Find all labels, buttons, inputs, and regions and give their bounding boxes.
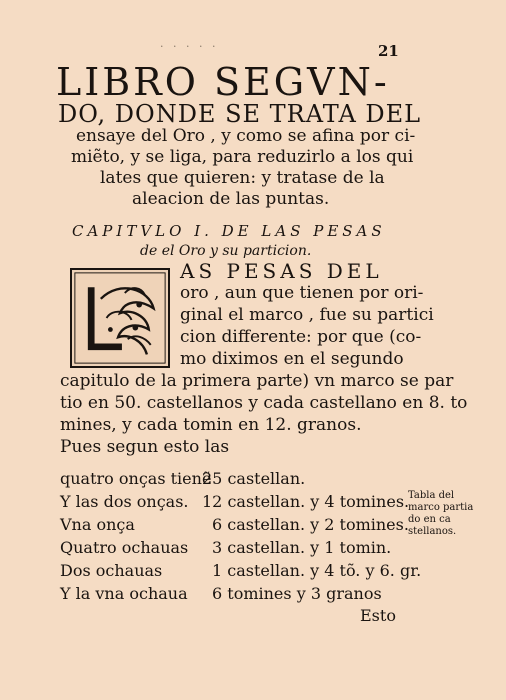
body-line: AS PESAS DEL (180, 259, 383, 283)
margin-note-line: stellanos. (408, 526, 457, 537)
body-line: ginal el marco , fue su partici (180, 305, 434, 325)
catchword: Esto (360, 606, 396, 625)
margin-note-line: marco partia (408, 502, 474, 513)
body-line: mines, y cada tomin en 12. granos. (60, 415, 362, 435)
weight-label: Quatro ochauas (60, 538, 189, 557)
chapter-subtitle: de el Oro y su particion. (140, 243, 312, 259)
intro-line: miẽto, y se liga, para reduzirlo a los qui (71, 147, 414, 167)
margin-note-line: Tabla del (408, 490, 455, 501)
body-text (60, 259, 468, 458)
weight-label: Dos ochauas (60, 561, 163, 580)
body-line: capitulo de la primera parte) vn marco se par (60, 371, 454, 391)
weight-label: Vna onça (60, 515, 135, 534)
margin-note (408, 490, 478, 538)
weights-table (60, 467, 422, 605)
margin-note-line: do en ca (408, 514, 451, 525)
book-title-line-1: LIBRO SEGVN- (56, 60, 390, 104)
weight-value: 6 castellan. y 2 tomines. (212, 515, 409, 534)
body-line: tio en 50. castellanos y cada castellano en 8. to (60, 393, 468, 413)
weight-value: 3 castellan. y 1 tomin. (212, 538, 392, 557)
body-line: cion differente: por que (co- (180, 327, 422, 347)
weight-label: Y las dos onças. (60, 492, 189, 511)
table-row (60, 582, 400, 605)
weight-value: 25 castellan. (202, 469, 306, 488)
title-intro (66, 126, 415, 210)
weight-value: 12 castellan. y 4 tomines. (202, 492, 410, 511)
weight-label: quatro onças tienẽ (60, 469, 212, 488)
table-row (60, 559, 422, 582)
chapter-title: CAPITVLO I. DE LAS PESAS (72, 222, 386, 240)
table-row (60, 467, 400, 490)
table-row (60, 513, 409, 536)
table-row (60, 490, 410, 513)
intro-line: aleacion de las puntas. (132, 189, 330, 209)
weight-value: 6 tomines y 3 granos (212, 584, 382, 603)
weight-value: 1 castellan. y 4 tõ. y 6. gr. (212, 561, 422, 580)
page-number: 21 (378, 42, 399, 60)
weight-label: Y la vna ochaua (60, 584, 188, 603)
body-line: Pues segun esto las (60, 437, 230, 457)
running-head-faint: · · · · · (160, 40, 219, 53)
body-line: oro , aun que tienen por ori- (180, 283, 424, 303)
book-title-line-2: DO, DONDE SE TRATA DEL (58, 100, 422, 128)
table-row (60, 536, 400, 559)
intro-line: ensaye del Oro , y como se afina por ci- (76, 126, 416, 146)
body-line: mo diximos en el segundo (180, 349, 404, 369)
intro-line: lates que quieren: y tratase de la (100, 168, 385, 188)
